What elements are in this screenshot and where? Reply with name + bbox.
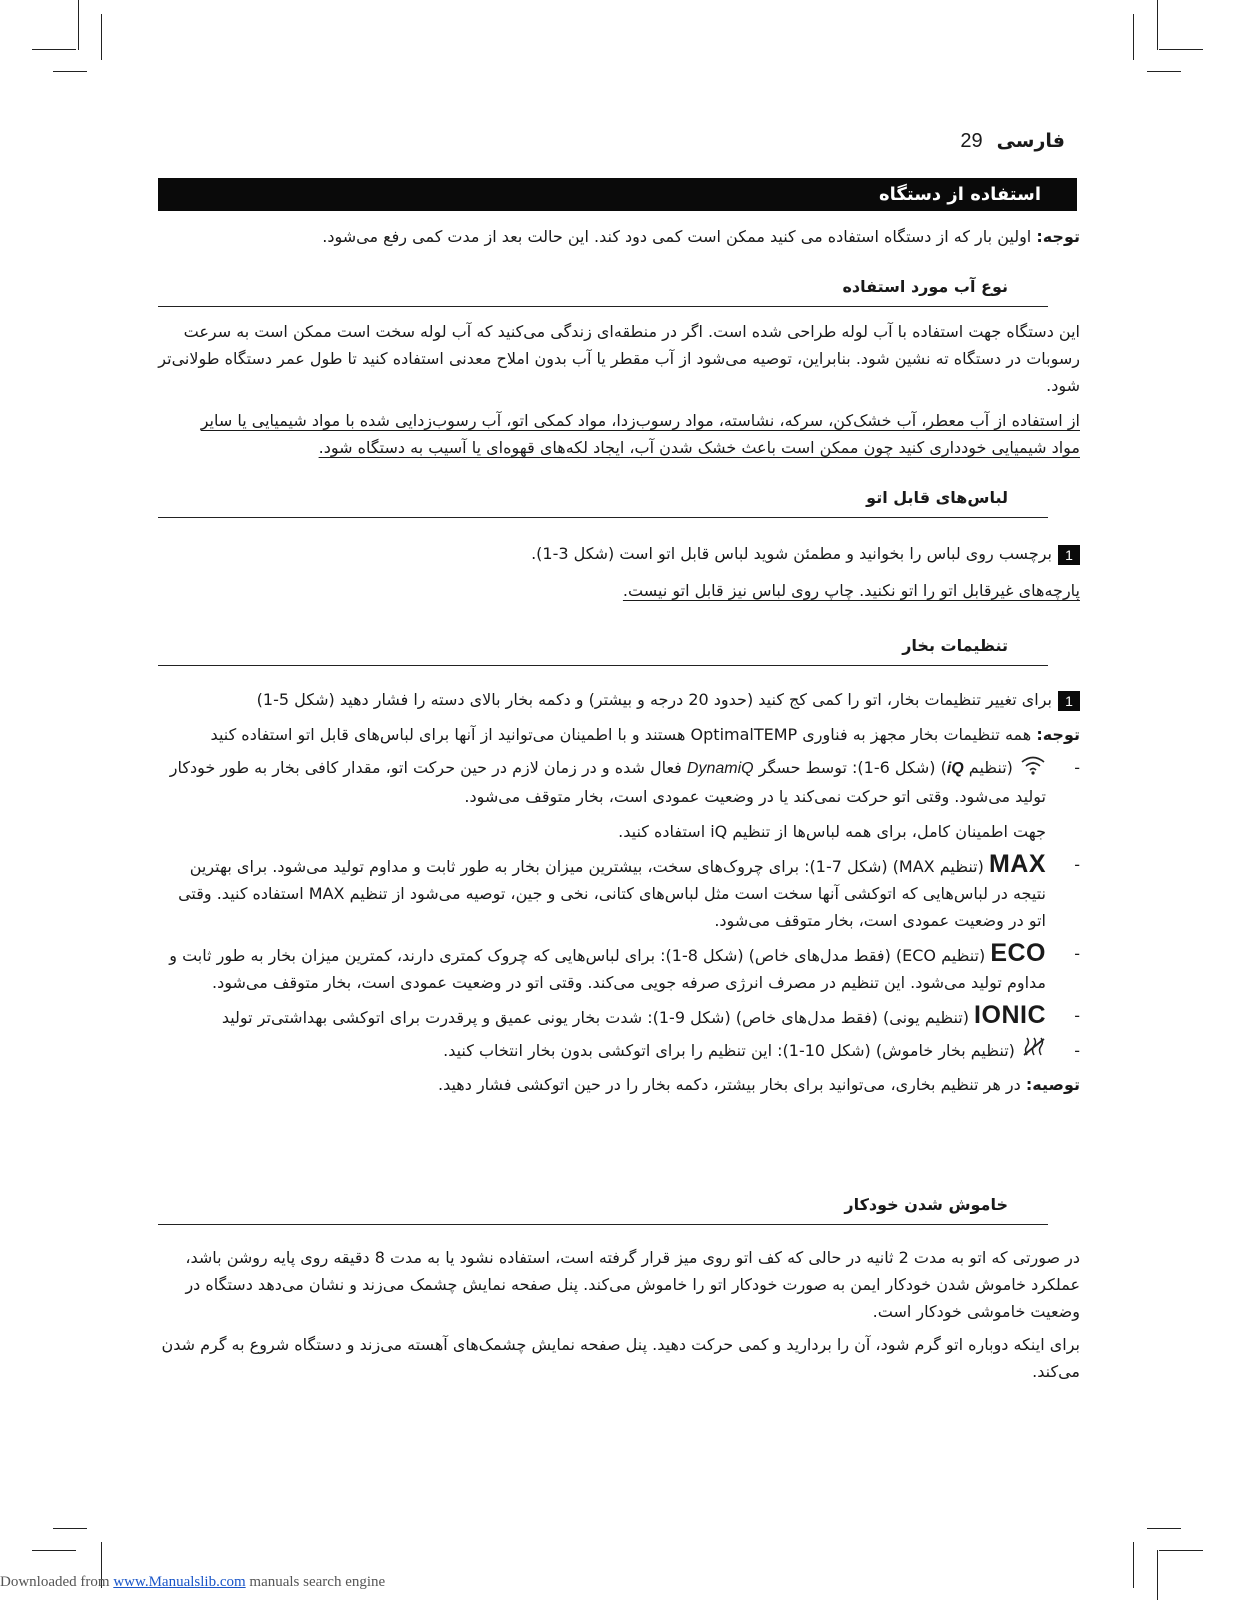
crop-mark: [1157, 0, 1158, 50]
crop-mark: [101, 14, 102, 60]
water-type-section: [158, 318, 1080, 461]
text-part: (تنظیم: [963, 758, 1018, 777]
bullet-dash: -: [1074, 1005, 1080, 1025]
heading-text: خاموش شدن خودکار: [844, 1195, 1008, 1214]
fabrics-warning: پارچه‌های غیرقابل اتو را اتو نکنید. چاپ روی لباس نیز قابل اتو نیست.: [622, 581, 1080, 600]
heading-text: لباس‌های قابل اتو: [866, 488, 1008, 507]
auto-off-heading: [158, 1192, 1048, 1225]
wifi-steam-icon: [1020, 755, 1046, 783]
note-text: اولین بار که از دستگاه استفاده می کنید ممکن است کمی دود کند. این حالت بعد از مدت کمی رفع می‌شود.: [322, 227, 1037, 246]
language-label: فارسی: [996, 130, 1065, 152]
list-item: [158, 754, 1080, 845]
steam-tip: [158, 1071, 1080, 1098]
text-part: ) (شکل 6-1): توسط حسگر: [753, 758, 947, 777]
tip-text: در هر تنظیم بخاری، می‌توانید برای بخار بیشتر، دکمه بخار را در حین اتوکشی فشار دهید.: [437, 1075, 1026, 1094]
dynamiq-word: DynamiQ: [686, 760, 754, 777]
crop-mark: [1133, 1542, 1134, 1588]
iq-mode-text: [170, 758, 1046, 806]
step-text: برای تغییر تنظیمات بخار، اتو را کمی کج کنید (حدود 20 درجه و بیشتر) و دکمه بخار بالای دسته را فشار دهید (شکل 5-1): [256, 690, 1052, 709]
crop-mark: [53, 1528, 87, 1529]
steam-off-text: (تنظیم بخار خاموش) (شکل 10-1): این تنظیم را برای اتوکشی بدون بخار انتخاب کنید.: [443, 1040, 1020, 1060]
water-paragraph: این دستگاه جهت استفاده با آب لوله طراحی شده است. اگر در منطقه‌ای زندگی می‌کنید که آب لوله سخت است ممکن است به سرعت رسوبات در دستگاه ته نشین شود. بنابراین، توصیه می‌شود از آب مقطر یا آب بدون املاح معدنی استفاده کنید تا طول عمر دستگاه طولانی‌تر شود.: [158, 322, 1080, 395]
list-item: [158, 1002, 1080, 1031]
eco-mode-text: (تنظیم ECO) (فقط مدل‌های خاص) (شکل 8-1): برای لباس‌هایی که چروک کمتری دارند، کمترین میزان بخار به طور ثابت و مداوم تولید می‌شود. این تنظیم در مصرف انرژی صرفه جویی می‌کند. وقتی اتو در وضعیت عمودی است، بخار متوقف می‌شود.: [169, 945, 1046, 992]
max-mode-text: (تنظیم MAX) (شکل 7-1): برای چروک‌های سخت، بیشترین میزان بخار به طور ثابت و مداوم تولید می‌شود. برای بهترین نتیجه در لباس‌هایی که اتوکشی آنها سخت است مثل لباس‌های کتانی، نخی و جین، توصیه می‌شود از تنظیم MAX استفاده کنید. وقتی اتو در وضعیت عمودی است، بخار متوقف می‌شود.: [178, 856, 1046, 930]
crop-mark: [1157, 1550, 1158, 1600]
crop-mark: [1159, 1550, 1203, 1551]
note-label: توجه:: [1036, 725, 1080, 744]
fabrics-section: [158, 540, 1080, 604]
auto-off-paragraph-1: در صورتی که اتو به مدت 2 ثانیه در حالی که کف اتو روی میز قرار گرفته است، استفاده نشود یا به مدت 8 دقیقه روی پایه روشن باشد، عملکرد خاموش شدن خودکار ایمن به صورت خودکار اتو را خاموش می‌کند. پنل صفحه نمایش چشمک می‌زند و نشان می‌دهد دستگاه در وضعیت خاموشی خودکار است.: [185, 1248, 1080, 1321]
max-logo: MAX: [988, 849, 1046, 878]
step-number-badge: 1: [1058, 691, 1080, 711]
step-text: برچسب روی لباس را بخوانید و مطمئن شوید لباس قابل اتو است (شکل 3-1).: [531, 544, 1052, 563]
iq-extra-note: جهت اطمینان کامل، برای همه لباس‌ها از تنظیم iQ استفاده کنید.: [618, 821, 1046, 841]
iq-word: iQ: [946, 760, 964, 777]
text-part: فعال شده و در زمان لازم در حین حرکت اتو، مقدار کافی بخار به طور خودکار تولید می‌شود. وقتی اتو حرکت نمی‌کند یا در وضعیت عمودی است، بخار متوقف می‌شود.: [169, 758, 1046, 806]
steam-off-icon: [1022, 1037, 1046, 1065]
auto-off-paragraph-2: برای اینکه دوباره اتو گرم شود، آن را بردارید و کمی حرکت دهید. پنل صفحه نمایش چشمک‌های آهسته می‌زند و دستگاه شروع به گرم شدن می‌کند.: [161, 1335, 1080, 1381]
crop-mark: [1147, 1528, 1181, 1529]
fabrics-step: [158, 540, 1080, 567]
first-use-note: [158, 223, 1080, 250]
list-item: [158, 940, 1080, 996]
list-item: [158, 1037, 1080, 1066]
steam-settings-heading: [158, 633, 1048, 666]
footer-suffix: manuals search engine: [245, 1574, 386, 1590]
water-type-heading: [158, 274, 1048, 307]
bullet-dash: -: [1074, 1040, 1080, 1060]
crop-mark: [78, 0, 79, 50]
note-label: توجه:: [1036, 227, 1080, 246]
steam-step: [158, 686, 1080, 713]
crop-mark: [53, 71, 87, 72]
crop-mark: [1133, 14, 1134, 60]
ionic-mode-text: (تنظیم یونی) (فقط مدل‌های خاص) (شکل 9-1): شدت بخار یونی عمیق و پرقدرت برای اتوکشی بهداشتی‌تر تولید: [221, 1007, 975, 1027]
download-footer: [0, 1574, 385, 1591]
steam-modes-list: [158, 754, 1080, 1065]
tip-label: توصیه:: [1025, 1075, 1080, 1094]
page-number: 29: [960, 129, 983, 152]
crop-mark: [32, 49, 76, 50]
list-item: [158, 851, 1080, 934]
steam-settings-section: [158, 686, 1080, 1098]
steam-note: [158, 721, 1080, 748]
crop-mark: [1147, 71, 1181, 72]
crop-mark: [32, 1550, 76, 1551]
water-warning: از استفاده از آب معطر، آب خشک‌کن، سرکه، نشاسته، مواد رسوب‌زدا، مواد کمکی اتو، آب رسوب‌زدایی شده با مواد شیمیایی یا سایر مواد شیمیایی خودداری کنید چون ممکن است باعث خشک شدن آب، ایجاد لکه‌های قهوه‌ای یا آسیب به دستگاه شود.: [200, 411, 1080, 457]
crop-mark: [1159, 49, 1203, 50]
footer-prefix: Downloaded from: [0, 1574, 114, 1590]
heading-text: نوع آب مورد استفاده: [842, 277, 1008, 296]
page-title: استفاده از دستگاه: [879, 184, 1041, 205]
bullet-dash: -: [1074, 758, 1080, 777]
page-header: [180, 126, 1065, 156]
step-number-badge: 1: [1058, 545, 1080, 565]
eco-logo: ECO: [990, 938, 1046, 967]
bullet-dash: -: [1074, 854, 1080, 874]
fabrics-heading: [158, 485, 1048, 518]
section-title-bar: [158, 178, 1077, 211]
bullet-dash: -: [1074, 943, 1080, 963]
ionic-logo: IONIC: [974, 1000, 1046, 1029]
heading-text: تنظیمات بخار: [902, 636, 1008, 655]
note-text: همه تنظیمات بخار مجهز به فناوری OptimalTEMP هستند و با اطمینان می‌توانید از آنها برای لباس‌های قابل اتو استفاده کنید: [210, 725, 1037, 744]
auto-off-section: [158, 1244, 1080, 1385]
manualslib-link[interactable]: www.Manualslib.com: [113, 1574, 246, 1590]
